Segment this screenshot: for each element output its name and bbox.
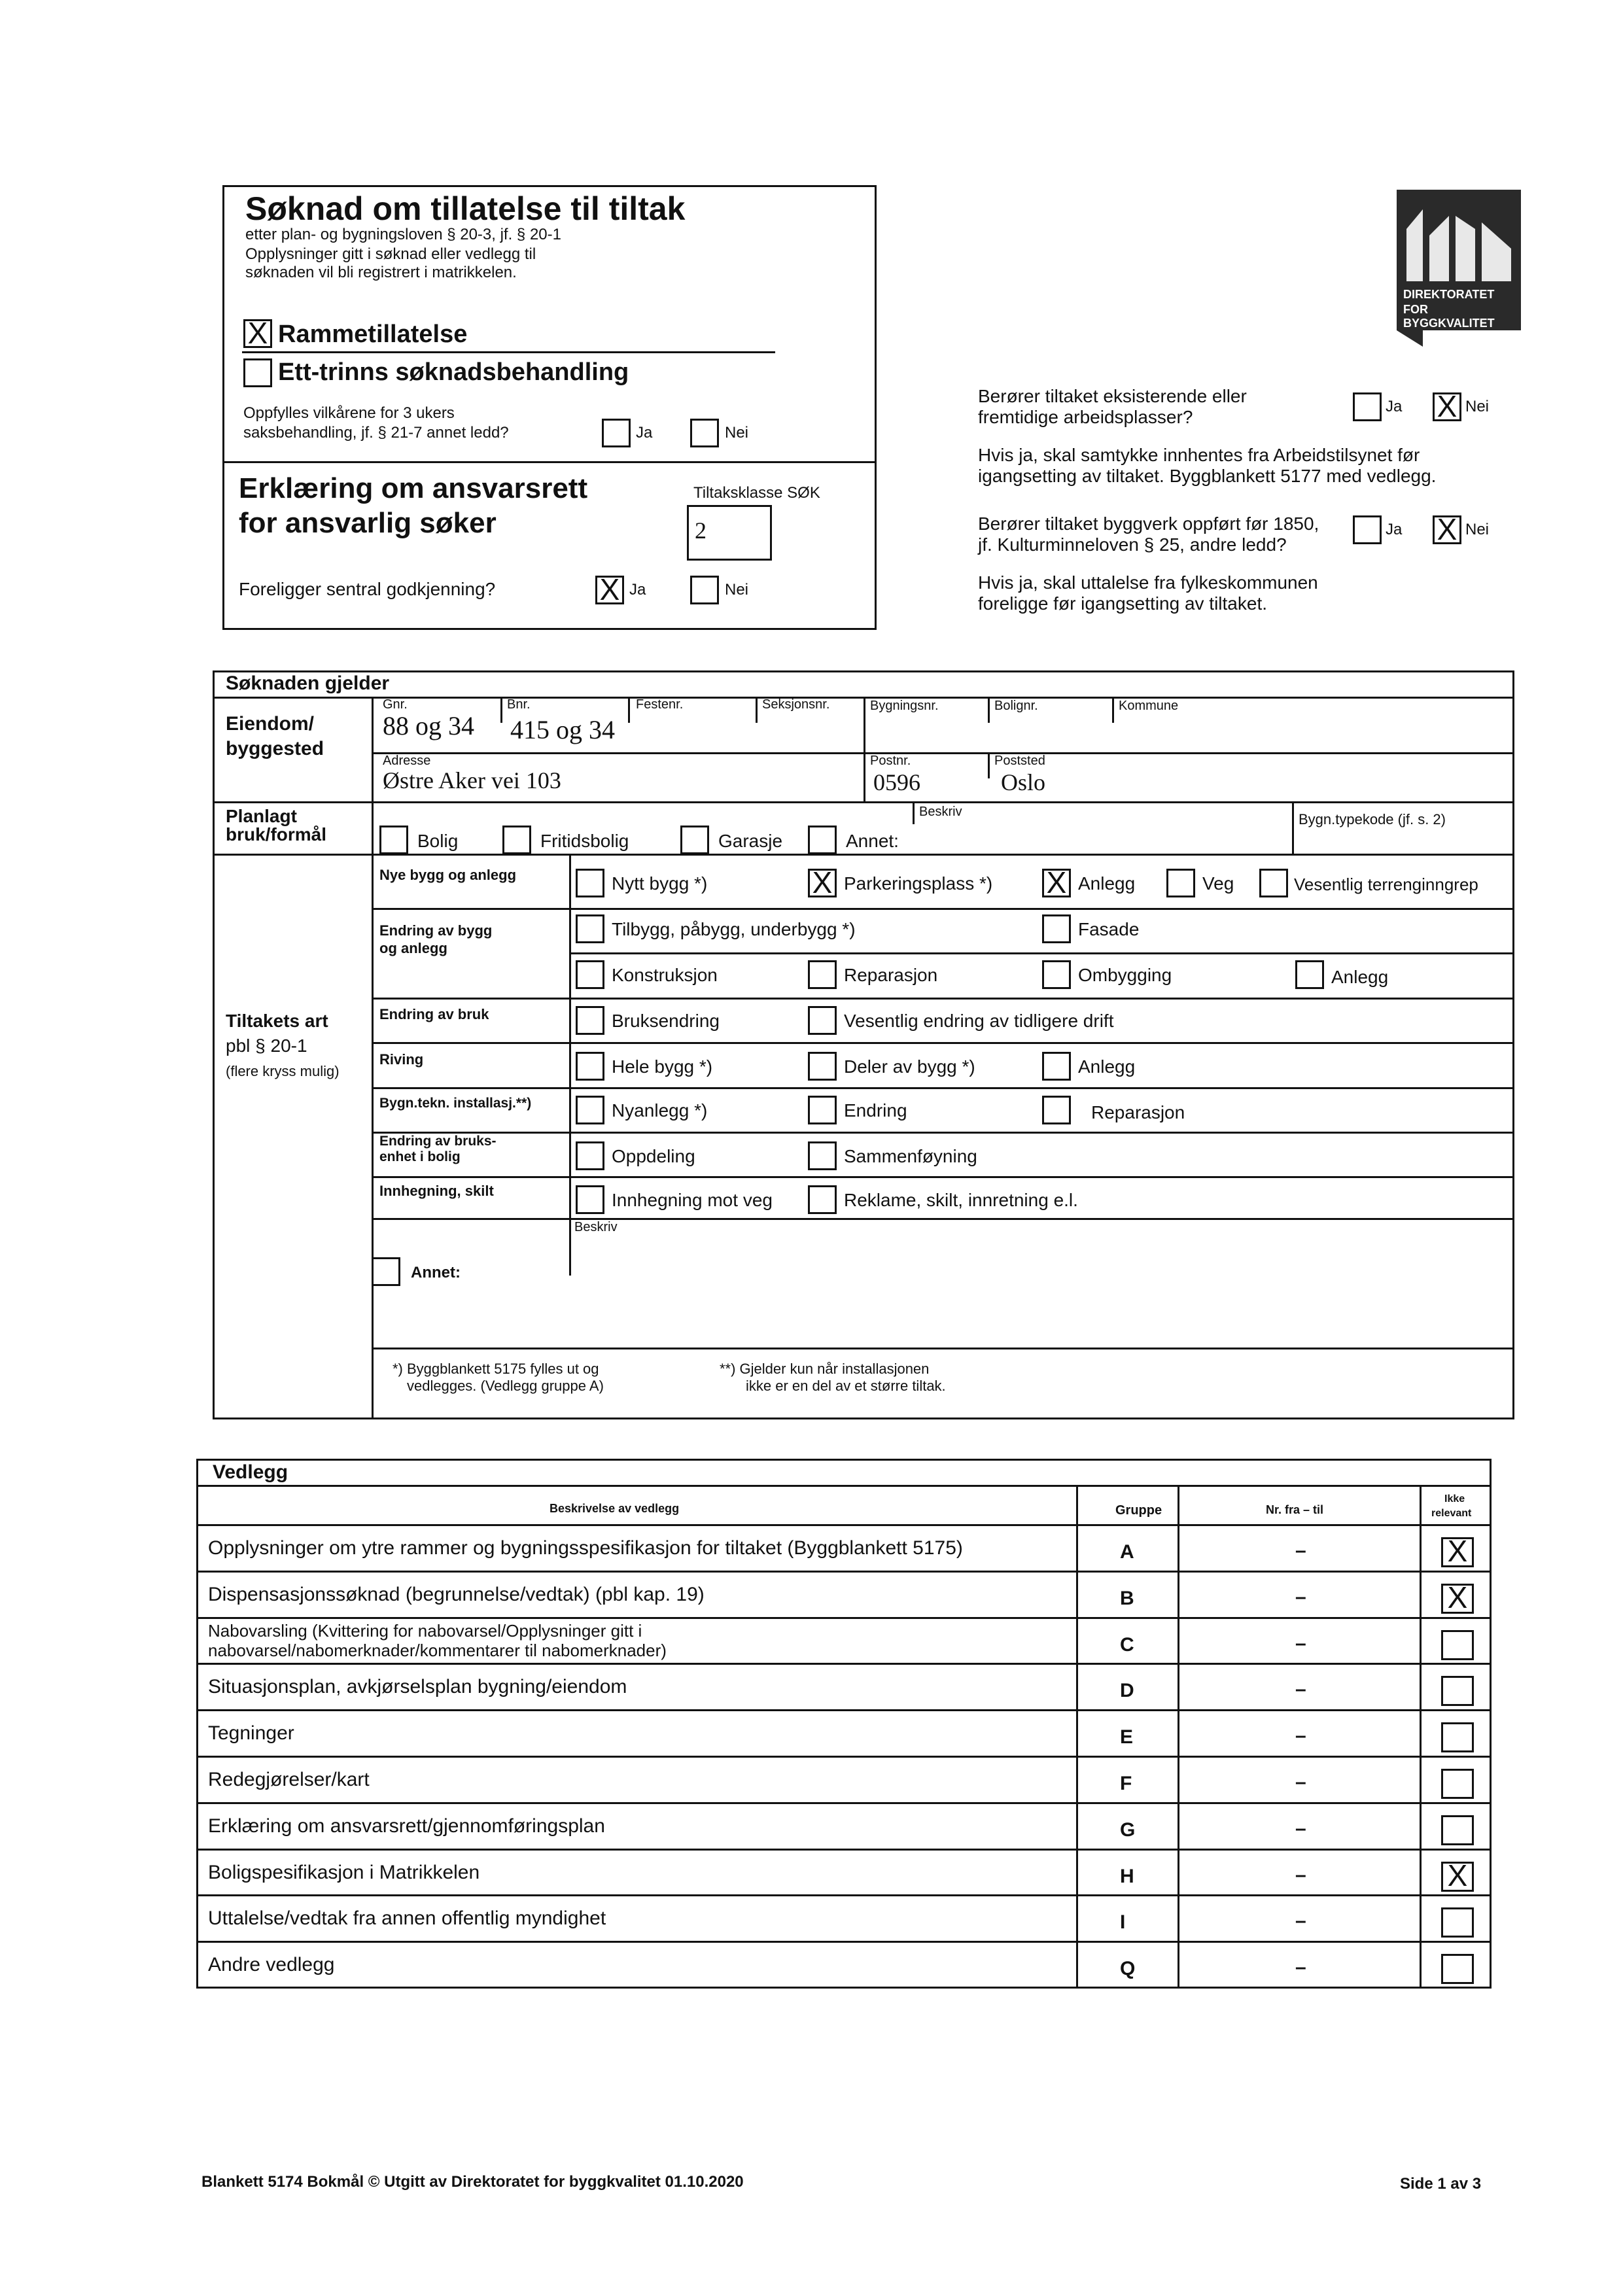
- endring-installasjon-label: Endring: [844, 1100, 907, 1121]
- sentral-nei-label: Nei: [725, 581, 749, 599]
- planlagt-label: Planlagt: [226, 806, 297, 826]
- bnr-label: Bnr.: [507, 697, 531, 712]
- festenr-label: Festenr.: [636, 697, 684, 712]
- tiltakets-art-label-2: pbl § 20-1: [226, 1035, 307, 1056]
- arbeidstilsynet-note: Hvis ja, skal samtykke innhentes fra Arbeidstilsynet før: [978, 445, 1420, 465]
- reparasjon-installasjon-label: Reparasjon: [1091, 1102, 1185, 1122]
- bruksendring-checkbox[interactable]: [576, 1006, 604, 1035]
- anlegg-nye-checkbox[interactable]: X: [1042, 869, 1071, 897]
- vedlegg-description: Tegninger: [208, 1722, 294, 1745]
- kulturminne-question-2: jf. Kulturminneloven § 25, andre ledd?: [978, 534, 1287, 555]
- poststed-value: Oslo: [1001, 769, 1046, 795]
- ett-trinns-checkbox[interactable]: [243, 358, 272, 387]
- ikke-relevant-checkbox[interactable]: X: [1441, 1584, 1474, 1614]
- vedlegg-gruppe: H: [1120, 1865, 1134, 1887]
- bygningsnr-label: Bygningsnr.: [870, 699, 939, 713]
- vedlegg-description: Dispensasjonssøknad (begrunnelse/vedtak) (pbl kap. 19): [208, 1583, 705, 1605]
- vedlegg-nr-range[interactable]: –: [1295, 1817, 1306, 1839]
- vedlegg-gruppe: D: [1120, 1680, 1134, 1702]
- kulturminne-nei-label: Nei: [1465, 521, 1490, 538]
- bygntypekode-label: Bygn.typekode (jf. s. 2): [1299, 811, 1446, 827]
- vilkar-question-2: saksbehandling, jf. § 21-7 annet ledd?: [243, 424, 509, 442]
- page-title: Søknad om tillatelse til tiltak: [245, 190, 686, 227]
- footer-left: Blankett 5174 Bokmål © Utgitt av Direktoratet for byggkvalitet 01.10.2020: [201, 2173, 744, 2191]
- kulturminne-ja-label: Ja: [1386, 521, 1403, 538]
- endring-bruksenhet-label-2: enhet i bolig: [379, 1149, 461, 1164]
- tiltakets-art-label-3: (flere kryss mulig): [226, 1063, 340, 1079]
- col-gruppe-header: Gruppe: [1115, 1503, 1162, 1518]
- vedlegg-nr-range[interactable]: –: [1295, 1586, 1306, 1608]
- gnr-value: 88 og 34: [383, 711, 474, 740]
- fritidsbolig-checkbox[interactable]: [502, 826, 531, 854]
- beskriv-bruk-label: Beskriv: [919, 805, 962, 819]
- ikke-relevant-checkbox[interactable]: [1441, 1954, 1474, 1984]
- vilkar-nei-checkbox[interactable]: [690, 419, 719, 447]
- konstruksjon-checkbox[interactable]: [576, 960, 604, 989]
- ikke-relevant-checkbox[interactable]: [1441, 1630, 1474, 1660]
- beskriv-annet-label: Beskriv: [574, 1220, 618, 1234]
- oppdeling-checkbox[interactable]: [576, 1141, 604, 1170]
- endring-bygg-label: Endring av bygg: [379, 922, 493, 939]
- arbeidsplasser-nei-checkbox[interactable]: X: [1433, 392, 1461, 421]
- building-logo-icon: [1397, 190, 1521, 288]
- vedlegg-nr-range[interactable]: –: [1295, 1771, 1306, 1793]
- endring-installasjon-checkbox[interactable]: [808, 1096, 837, 1124]
- adresse-label: Adresse: [383, 754, 431, 768]
- vedlegg-nr-range[interactable]: –: [1295, 1725, 1306, 1747]
- nytt-bygg-checkbox[interactable]: [576, 869, 604, 897]
- vedlegg-description: Erklæring om ansvarsrett/gjennomføringsplan: [208, 1815, 605, 1837]
- innhegning-label: Innhegning, skilt: [379, 1183, 494, 1199]
- arbeidsplasser-nei-label: Nei: [1465, 398, 1490, 415]
- vedlegg-description: Nabovarsling (Kvittering for nabovarsel/Opplysninger gitt i: [208, 1620, 642, 1641]
- ikke-relevant-checkbox[interactable]: [1441, 1907, 1474, 1938]
- col-ikke-relevant-header: Ikke: [1444, 1493, 1465, 1505]
- vedlegg-gruppe: G: [1120, 1818, 1136, 1841]
- deler-bygg-checkbox[interactable]: [808, 1052, 837, 1081]
- vedlegg-nr-range[interactable]: –: [1295, 1864, 1306, 1886]
- logo-tab-icon: [1397, 330, 1423, 347]
- vedlegg-description: Uttalelse/vedtak fra annen offentlig myndighet: [208, 1907, 606, 1930]
- footnote-1-2: vedlegges. (Vedlegg gruppe A): [407, 1378, 604, 1394]
- logo-text: DIREKTORATET: [1403, 288, 1495, 301]
- fylkeskommune-note: Hvis ja, skal uttalelse fra fylkeskommunen: [978, 572, 1318, 593]
- parkeringsplass-checkbox[interactable]: X: [808, 869, 837, 897]
- innhegning-mot-veg-checkbox[interactable]: [576, 1185, 604, 1214]
- tiltaksklasse-value: 2: [695, 517, 707, 544]
- registration-note-2: søknaden vil bli registrert i matrikkelen.: [245, 264, 517, 281]
- ikke-relevant-checkbox[interactable]: X: [1441, 1537, 1474, 1567]
- veg-checkbox[interactable]: [1166, 869, 1195, 897]
- sentral-ja-checkbox[interactable]: X: [595, 576, 624, 604]
- vedlegg-nr-range[interactable]: –: [1295, 1957, 1306, 1979]
- col-beskrivelse-header: Beskrivelse av vedlegg: [550, 1502, 680, 1515]
- fritidsbolig-label: Fritidsbolig: [540, 831, 629, 851]
- kulturminne-question: Berører tiltaket byggverk oppført før 1850,: [978, 513, 1319, 534]
- ikke-relevant-checkbox[interactable]: [1441, 1769, 1474, 1799]
- vedlegg-description: Boligspesifikasjon i Matrikkelen: [208, 1861, 480, 1883]
- bygn-tekn-label: Bygn.tekn. installasj.**): [379, 1096, 532, 1111]
- vilkar-ja-label: Ja: [636, 424, 653, 442]
- endring-bruk-label: Endring av bruk: [379, 1006, 489, 1022]
- annet-bruk-label: Annet:: [846, 831, 899, 851]
- veg-label: Veg: [1202, 873, 1234, 894]
- postnr-label: Postnr.: [870, 754, 911, 768]
- registration-note: Opplysninger gitt i søknad eller vedlegg til: [245, 245, 536, 263]
- kommune-label: Kommune: [1119, 699, 1179, 713]
- kulturminne-nei-checkbox[interactable]: X: [1433, 515, 1461, 544]
- vedlegg-nr-range[interactable]: –: [1295, 1910, 1306, 1932]
- bolig-checkbox[interactable]: [379, 826, 408, 854]
- nytt-bygg-label: Nytt bygg *): [612, 873, 708, 894]
- hele-bygg-label: Hele bygg *): [612, 1056, 713, 1077]
- arbeidsplasser-ja-label: Ja: [1386, 398, 1403, 415]
- garasje-checkbox[interactable]: [680, 826, 709, 854]
- bnr-value: 415 og 34: [510, 715, 615, 744]
- vedlegg-description-2: nabovarsel/nabomerknader/kommentarer til nabomerknader): [208, 1640, 667, 1660]
- tilbygg-checkbox[interactable]: [576, 914, 604, 943]
- eiendom-label: Eiendom/: [226, 713, 315, 735]
- fasade-checkbox[interactable]: [1042, 914, 1071, 943]
- vedlegg-description: Opplysninger om ytre rammer og bygningsspesifikasjon for tiltaket (Byggblankett 5175): [208, 1537, 963, 1559]
- bolignr-label: Bolignr.: [994, 699, 1038, 713]
- adresse-value: Østre Aker vei 103: [383, 767, 561, 793]
- anlegg-endring-label: Anlegg: [1331, 967, 1389, 987]
- footnote-2-2: ikke er en del av et større tiltak.: [746, 1378, 946, 1394]
- ikke-relevant-checkbox[interactable]: X: [1441, 1862, 1474, 1892]
- vesentlig-terreng-checkbox[interactable]: [1259, 869, 1288, 897]
- col-ikke-relevant-header-2: relevant: [1431, 1508, 1472, 1519]
- postnr-value: 0596: [873, 769, 920, 795]
- anlegg-nye-label: Anlegg: [1078, 873, 1136, 894]
- footnote-1: *) Byggblankett 5175 fylles ut og: [393, 1361, 599, 1377]
- vedlegg-nr-range[interactable]: –: [1295, 1632, 1306, 1654]
- innhegning-mot-veg-label: Innhegning mot veg: [612, 1190, 773, 1210]
- bruksendring-label: Bruksendring: [612, 1011, 720, 1031]
- sentral-godkjenning-question: Foreligger sentral godkjenning?: [239, 579, 496, 599]
- vedlegg-gruppe: E: [1120, 1726, 1134, 1748]
- vilkar-nei-label: Nei: [725, 424, 749, 442]
- anlegg-riving-checkbox[interactable]: [1042, 1052, 1071, 1081]
- vesentlig-endring-label: Vesentlig endring av tidligere drift: [844, 1011, 1114, 1031]
- oppdeling-label: Oppdeling: [612, 1146, 695, 1166]
- seksjonsnr-label: Seksjonsnr.: [762, 697, 830, 712]
- kulturminne-ja-checkbox[interactable]: [1353, 515, 1382, 544]
- eiendom-label-2: byggested: [226, 738, 324, 759]
- vedlegg-nr-range[interactable]: –: [1295, 1540, 1306, 1561]
- col-nr-header: Nr. fra – til: [1266, 1503, 1324, 1516]
- anlegg-endring-checkbox[interactable]: [1295, 960, 1324, 989]
- nye-bygg-label: Nye bygg og anlegg: [379, 867, 517, 883]
- tiltakets-art-label: Tiltakets art: [226, 1011, 328, 1031]
- arbeidsplasser-question-2: fremtidige arbeidsplasser?: [978, 407, 1193, 427]
- dibk-logo: [1397, 190, 1521, 330]
- ikke-relevant-checkbox[interactable]: [1441, 1676, 1474, 1706]
- hele-bygg-checkbox[interactable]: [576, 1052, 604, 1081]
- riving-label: Riving: [379, 1051, 424, 1068]
- soknaden-gjelder-title: Søknaden gjelder: [226, 672, 390, 694]
- bolig-label: Bolig: [417, 831, 459, 851]
- endring-bruksenhet-label: Endring av bruks-: [379, 1134, 497, 1149]
- annet-tiltak-checkbox[interactable]: [372, 1257, 400, 1286]
- vilkar-ja-checkbox[interactable]: [602, 419, 631, 447]
- tilbygg-label: Tilbygg, påbygg, underbygg *): [612, 919, 856, 939]
- vedlegg-gruppe: I: [1120, 1911, 1126, 1934]
- annet-bruk-checkbox[interactable]: [808, 826, 837, 854]
- arbeidsplasser-question: Berører tiltaket eksisterende eller: [978, 386, 1247, 406]
- vedlegg-gruppe: A: [1120, 1541, 1134, 1563]
- arbeidsplasser-ja-checkbox[interactable]: [1353, 392, 1382, 421]
- logo-text-2: FOR BYGGKVALITET: [1403, 303, 1495, 330]
- tiltaksklasse-label: Tiltaksklasse SØK: [693, 484, 820, 502]
- vedlegg-gruppe: F: [1120, 1773, 1132, 1794]
- sentral-ja-label: Ja: [629, 581, 646, 599]
- reklame-checkbox[interactable]: [808, 1185, 837, 1214]
- reklame-label: Reklame, skilt, innretning e.l.: [844, 1190, 1078, 1210]
- nyanlegg-label: Nyanlegg *): [612, 1100, 708, 1121]
- ett-trinns-label: Ett-trinns søknadsbehandling: [278, 358, 629, 386]
- vesentlig-endring-checkbox[interactable]: [808, 1006, 837, 1035]
- erklaring-title: Erklæring om ansvarsrett: [239, 472, 588, 504]
- deler-bygg-label: Deler av bygg *): [844, 1056, 975, 1077]
- konstruksjon-label: Konstruksjon: [612, 965, 718, 985]
- reparasjon-checkbox[interactable]: [808, 960, 837, 989]
- sammenfoyning-label: Sammenføyning: [844, 1146, 977, 1166]
- annet-tiltak-label: Annet:: [411, 1264, 461, 1281]
- vesentlig-terreng-label: Vesentlig terrenginngrep: [1294, 875, 1478, 894]
- vedlegg-description: Andre vedlegg: [208, 1954, 335, 1976]
- erklaring-title-2: for ansvarlig søker: [239, 507, 497, 539]
- vedlegg-gruppe: C: [1120, 1633, 1134, 1656]
- rammetillatelse-checkbox[interactable]: X: [243, 319, 272, 348]
- anlegg-riving-label: Anlegg: [1078, 1056, 1136, 1077]
- vedlegg-title: Vedlegg: [213, 1461, 288, 1483]
- rammetillatelse-label: Rammetillatelse: [278, 321, 468, 348]
- parkeringsplass-label: Parkeringsplass *): [844, 873, 993, 894]
- garasje-label: Garasje: [718, 831, 783, 851]
- vedlegg-gruppe: B: [1120, 1587, 1134, 1609]
- endring-bygg-label-2: og anlegg: [379, 940, 447, 956]
- planlagt-label-2: bruk/formål: [226, 824, 327, 844]
- page-subtitle: etter plan- og bygningsloven § 20-3, jf. § 20-1: [245, 226, 561, 243]
- vedlegg-description: Situasjonsplan, avkjørselsplan bygning/eiendom: [208, 1676, 627, 1698]
- ombygging-label: Ombygging: [1078, 965, 1172, 985]
- arbeidstilsynet-note-2: igangsetting av tiltaket. Byggblankett 5177 med vedlegg.: [978, 466, 1437, 486]
- ikke-relevant-checkbox[interactable]: [1441, 1815, 1474, 1845]
- fylkeskommune-note-2: foreligge før igangsetting av tiltaket.: [978, 593, 1268, 614]
- poststed-label: Poststed: [994, 754, 1045, 768]
- vedlegg-gruppe: Q: [1120, 1958, 1136, 1980]
- vedlegg-description: Redegjørelser/kart: [208, 1769, 370, 1790]
- footer-page-number: Side 1 av 3: [1400, 2175, 1482, 2193]
- reparasjon-installasjon-checkbox[interactable]: [1042, 1096, 1071, 1124]
- fasade-label: Fasade: [1078, 919, 1140, 939]
- vedlegg-nr-range[interactable]: –: [1295, 1679, 1306, 1701]
- ikke-relevant-checkbox[interactable]: [1441, 1722, 1474, 1752]
- footnote-2: **) Gjelder kun når installasjonen: [720, 1361, 930, 1377]
- sentral-nei-checkbox[interactable]: [690, 576, 719, 604]
- reparasjon-label: Reparasjon: [844, 965, 938, 985]
- vilkar-question: Oppfylles vilkårene for 3 ukers: [243, 404, 455, 422]
- ombygging-checkbox[interactable]: [1042, 960, 1071, 989]
- sammenfoyning-checkbox[interactable]: [808, 1141, 837, 1170]
- gnr-label: Gnr.: [383, 697, 408, 712]
- nyanlegg-checkbox[interactable]: [576, 1096, 604, 1124]
